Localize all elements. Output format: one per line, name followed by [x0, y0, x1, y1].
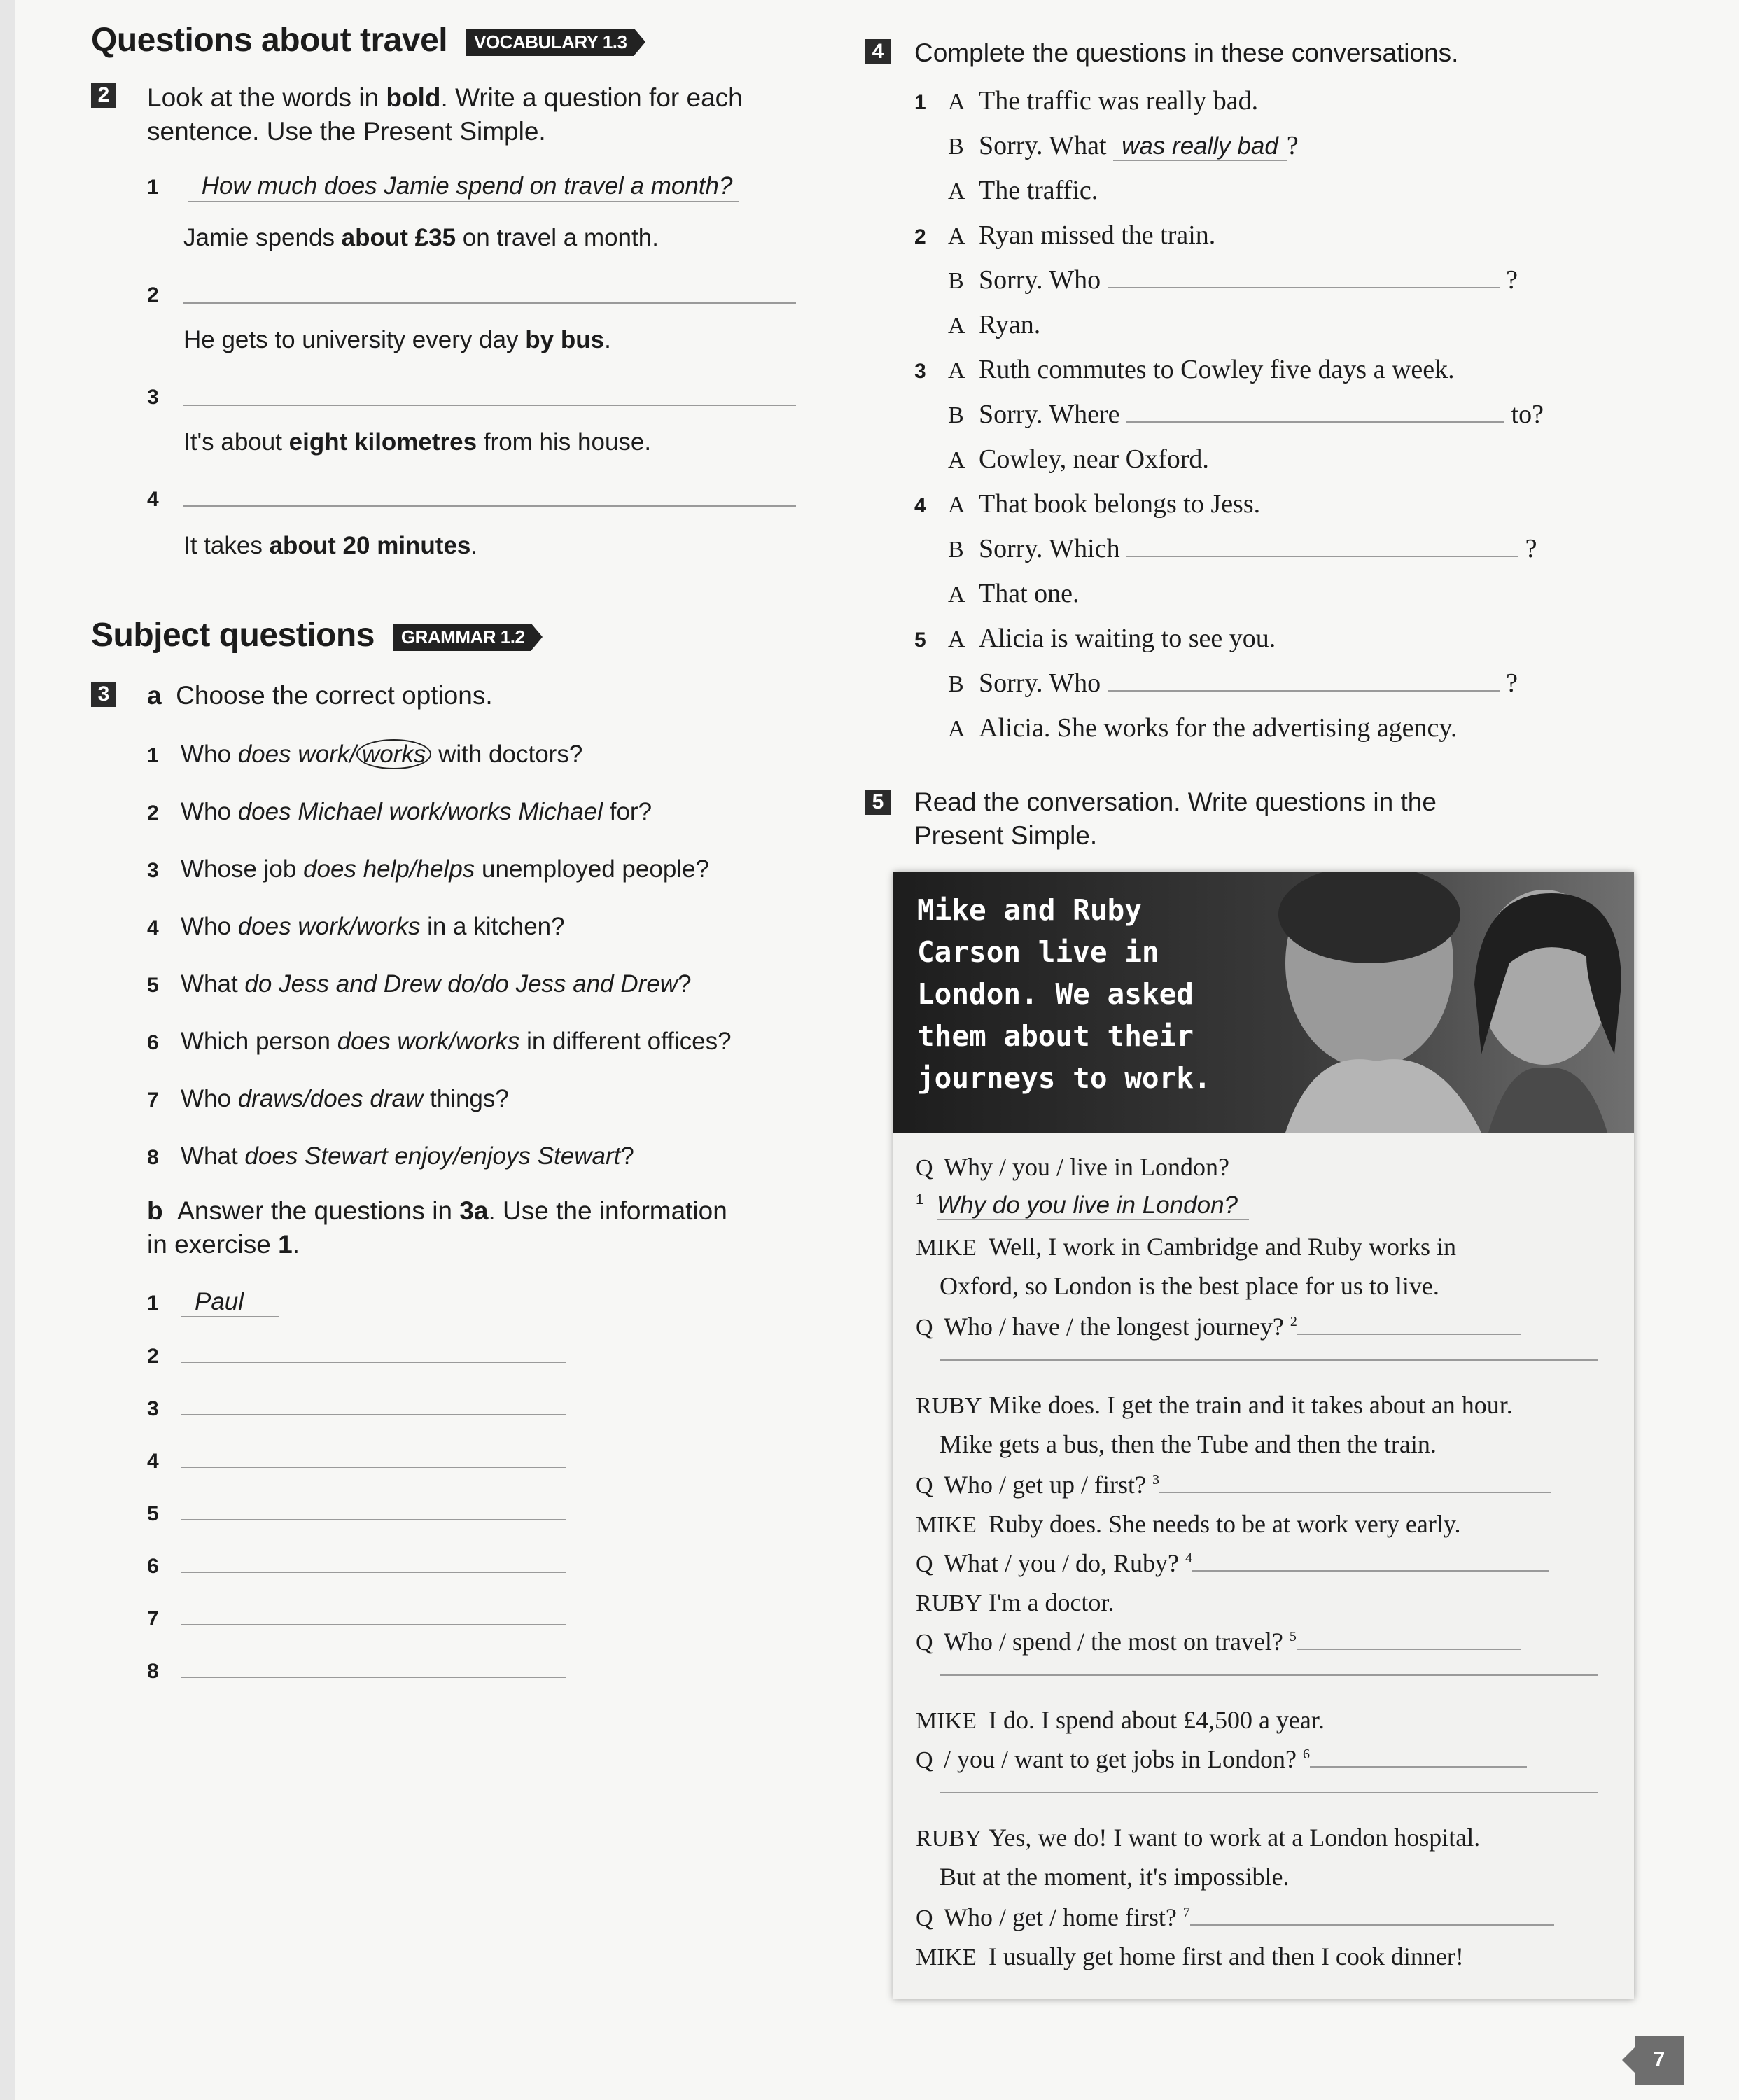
ex3a-list [147, 741, 732, 1200]
ex3a-item-2: 2 Who does Michael work/works Michael for? [147, 798, 652, 825]
ex4-conv-3-a2: A Cowley, near Oxford. [948, 444, 1209, 474]
circled-option[interactable]: works [356, 739, 431, 769]
ex4-conv-3-a1: 3 A Ruth commutes to Cowley five days a week. [914, 355, 1455, 384]
ex4-conv-4-a1: 4 A That book belongs to Jess. [914, 489, 1261, 519]
ex3a-item-7: 7 Who draws/does draw things? [147, 1085, 509, 1112]
grammar-tag: GRAMMAR 1.2 [393, 624, 532, 651]
ex3b-item-6: 6 [147, 1550, 566, 1603]
dialogue-line: Q Who / get up / first? $^3$ [916, 1470, 1616, 1509]
ex2-instruction: Look at the words in bold. Write a question for each sentence. Use the Present Simple. [147, 83, 743, 146]
ex4-answer-1[interactable]: was really bad [1113, 132, 1287, 161]
dialogue-continuation [916, 1666, 1616, 1705]
ex4-answer-line-2[interactable] [1108, 266, 1500, 288]
ex3b-answers [147, 1288, 566, 1708]
ex2-item-4: 4 [147, 488, 159, 511]
dialogue-answer-line[interactable] [1159, 1471, 1551, 1493]
ex4-answer-line-5[interactable] [1108, 669, 1500, 692]
page-number: 7 [1635, 2036, 1684, 2085]
ex5-dialogue [916, 1152, 1616, 1981]
ex3a-item-3: 3 Whose job does help/helps unemployed people? [147, 855, 710, 883]
ex3-number: 3 [91, 682, 116, 707]
ex3a-instruction: a Choose the correct options. [147, 681, 493, 710]
ex3a-item-1: 1 Who does work/ works with doctors? [147, 741, 583, 768]
ex4-answer-line-3[interactable] [1126, 400, 1504, 423]
dialogue-answer-line[interactable] [1192, 1549, 1549, 1572]
ex3b-item-7: 7 [147, 1603, 566, 1656]
ex3b-item-3: 3 [147, 1393, 566, 1446]
ex3b-answer-line[interactable] [181, 1498, 566, 1520]
dialogue-line: Q / you / want to get jobs in London? $^6$ [916, 1744, 1616, 1784]
ex4-conv-1-b: B Sorry. What was really bad ? [948, 131, 1299, 160]
ex2-answer-line-4[interactable] [183, 505, 796, 507]
ex3b-answer-line[interactable] [181, 1603, 566, 1625]
dialogue-line: Q Who / get / home first? $^7$ [916, 1903, 1616, 1942]
ex3b-item-5: 5 [147, 1498, 566, 1550]
ex2-sentence-3: It's about eight kilometres from his house. [183, 428, 652, 456]
dialogue-line: Mike gets a bus, then the Tube and then the train. [940, 1430, 1437, 1458]
ex3b-item-4: 4 [147, 1446, 566, 1498]
ex3a-item-8: 8 What does Stewart enjoy/enjoys Stewart? [147, 1142, 634, 1170]
ex4-number: 4 [865, 39, 891, 64]
ex3b-answer-line[interactable] [181, 1656, 566, 1678]
ex4-conv-4-a2: A That one. [948, 579, 1080, 608]
dialogue-line: MIKE I do. I spend about £4,500 a year. [916, 1706, 1325, 1734]
ex3a-item-6: 6 Which person does work/works in different offices? [147, 1028, 732, 1055]
dialogue-line: RUBY Mike does. I get the train and it takes about an hour. [916, 1391, 1513, 1419]
dialogue-line: Q Who / have / the longest journey? $^2$ [916, 1312, 1616, 1351]
dialogue-line: Q What / you / do, Ruby? $^4$ [916, 1548, 1616, 1588]
dialogue-line: But at the moment, it's impossible. [940, 1863, 1290, 1891]
ex2-answer-line-3[interactable] [183, 405, 796, 406]
ex2-sentence-4: It takes about 20 minutes. [183, 532, 478, 559]
ex5-number: 5 [865, 790, 891, 815]
photo-caption: Mike and Ruby Carson live in London. We asked them about their journeys to work. [917, 893, 1211, 1095]
dialogue-answer-line[interactable] [940, 1359, 1598, 1361]
ex2-item-1: 1 How much does Jamie spend on travel a month? [147, 172, 739, 200]
dialogue-answer-line[interactable] [1190, 1903, 1554, 1926]
ex3b-answer-line[interactable] [181, 1393, 566, 1415]
page-gutter [0, 0, 15, 2100]
dialogue-line: Oxford, so London is the best place for us to live. [940, 1272, 1439, 1300]
vocab-tag: VOCABULARY 1.3 [466, 29, 634, 56]
ex3b-item-1: 1 Paul [147, 1288, 566, 1340]
dialogue-line: MIKE Well, I work in Cambridge and Ruby works in [916, 1233, 1457, 1261]
dialogue-line: MIKE I usually get home first and then I cook dinner! [916, 1942, 1464, 1970]
ex3b-answer-line[interactable] [181, 1550, 566, 1573]
ex4-conv-5-a1: 5 A Alicia is waiting to see you. [914, 624, 1276, 653]
dialogue-continuation [916, 1784, 1616, 1823]
ex4-conv-3-b: B Sorry. Where to? [948, 400, 1544, 429]
ex4-conv-5-b: B Sorry. Who ? [948, 668, 1518, 698]
vocab-title: Questions about travel [91, 22, 448, 59]
ex2-number: 2 [91, 83, 116, 108]
ex3b-answer-1[interactable]: Paul [181, 1288, 279, 1317]
dialogue-line: Q Who / spend / the most on travel? $^5$ [916, 1627, 1616, 1666]
dialogue-answer-line[interactable] [1310, 1745, 1527, 1768]
grammar-heading [91, 616, 531, 654]
ex4-conv-4-b: B Sorry. Which ? [948, 534, 1537, 564]
ex3b-answer-line[interactable] [181, 1340, 566, 1363]
ex2-sentence-2: He gets to university every day by bus. [183, 326, 611, 354]
dialogue-answer-line[interactable] [940, 1674, 1598, 1676]
dialogue-line: MIKE Ruby does. She needs to be at work very early. [916, 1510, 1461, 1538]
ex5-instruction: Read the conversation. Write questions in the Present Simple. [914, 788, 1437, 850]
ex2-answer-line-2[interactable] [183, 302, 796, 304]
ex3a-item-4: 4 Who does work/works in a kitchen? [147, 913, 565, 940]
ex4-instruction: Complete the questions in these conversations. [914, 38, 1459, 67]
ex4-answer-line-4[interactable] [1126, 535, 1518, 557]
ex4-conversations [914, 85, 1600, 757]
ex3a-item-5: 5 What do Jess and Drew do/do Jess and Drew? [147, 970, 692, 997]
ex4-conv-5-a2: A Alicia. She works for the advertising agency. [948, 713, 1458, 743]
ex2-item-3: 3 [147, 386, 159, 409]
dialogue-line: Q Why / you / live in London? [916, 1153, 1229, 1181]
ex4-conv-2-a1: 2 A Ryan missed the train. [914, 220, 1216, 250]
dialogue-answer-1: $^1$ Why do you live in London? [916, 1191, 1616, 1232]
ex4-conv-1-a1: 1 A The traffic was really bad. [914, 86, 1259, 115]
dialogue-line: RUBY Yes, we do! I want to work at a London hospital. [916, 1823, 1481, 1851]
ex4-conv-2-b: B Sorry. Who ? [948, 265, 1518, 295]
dialogue-line: RUBY I'm a doctor. [916, 1588, 1115, 1616]
ex3b-instruction: b Answer the questions in 3a. Use the information in exercise 1. [147, 1196, 727, 1259]
ex3b-item-2: 2 [147, 1340, 566, 1393]
ex2-item-2: 2 [147, 284, 159, 307]
ex2-sentence-1: Jamie spends about £35 on travel a month. [183, 224, 659, 251]
ex3b-answer-line[interactable] [181, 1446, 566, 1468]
ex3b-item-8: 8 [147, 1656, 566, 1708]
dialogue-answer-line[interactable] [1297, 1628, 1521, 1650]
dialogue-continuation [916, 1351, 1616, 1390]
ex4-conv-1-a2: A The traffic. [948, 176, 1098, 205]
dialogue-answer-line[interactable] [1297, 1312, 1521, 1335]
ex4-conv-2-a2: A Ryan. [948, 310, 1041, 340]
grammar-title: Subject questions [91, 617, 375, 654]
ex2-answer-1[interactable]: How much does Jamie spend on travel a month? [188, 172, 740, 202]
dialogue-answer-line[interactable] [940, 1792, 1598, 1793]
vocab-heading [91, 21, 634, 59]
